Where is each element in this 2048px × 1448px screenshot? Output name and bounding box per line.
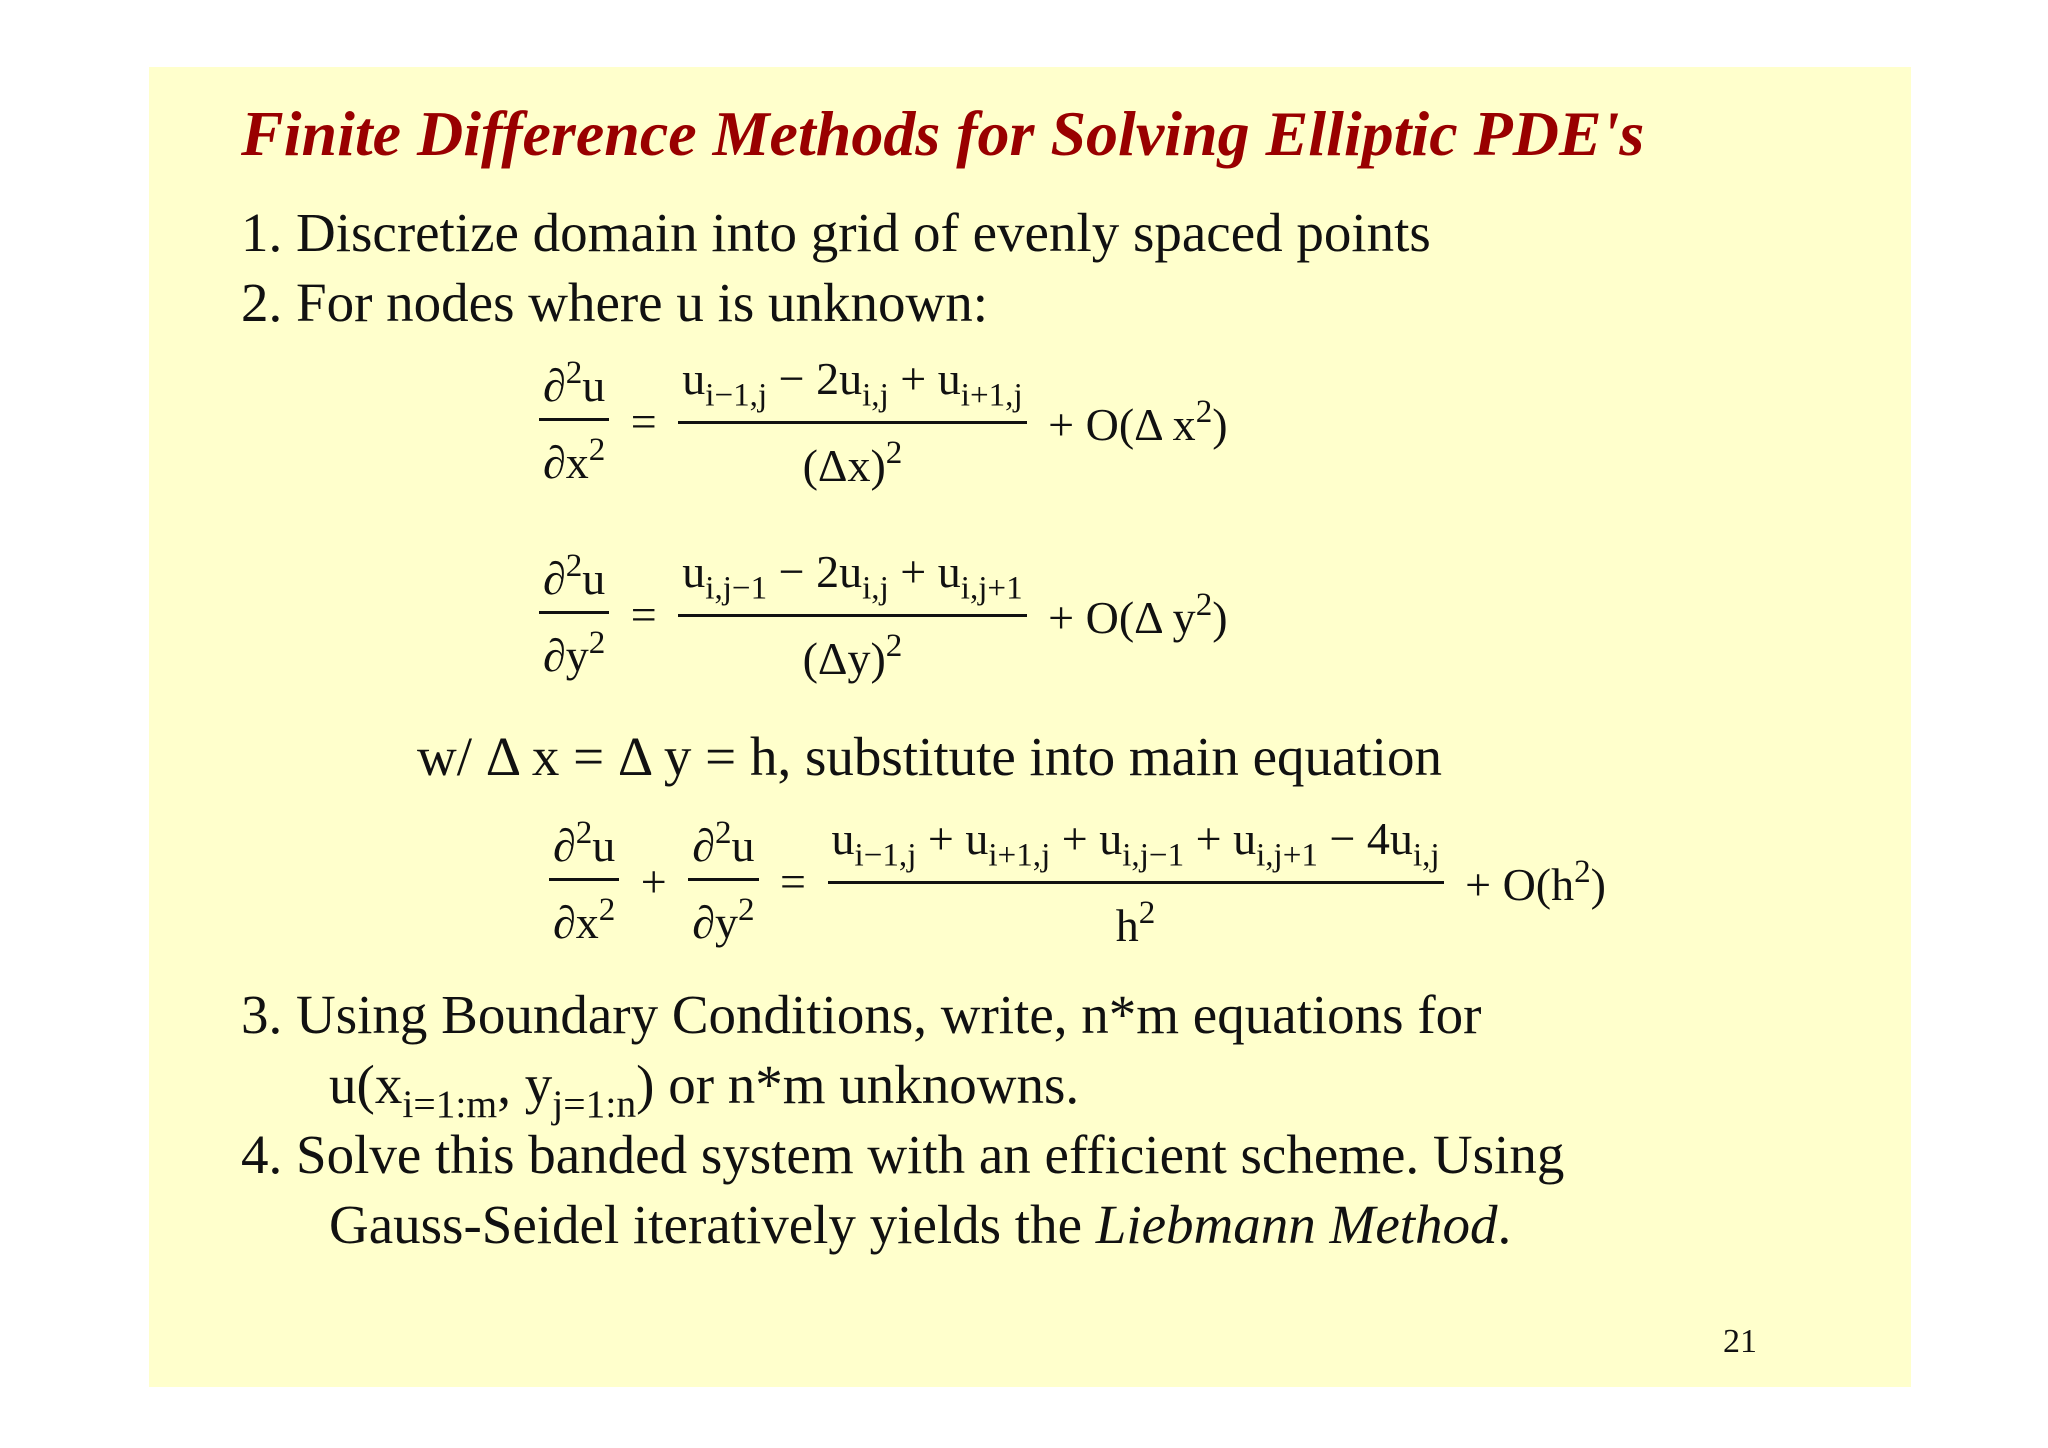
lhs-fraction-y: $\frac{\partial^2u}{\partial y^2}$	[688, 814, 758, 949]
step-3-line-1: 3. Using Boundary Conditions, write, n*m equations for	[241, 984, 1482, 1045]
slide	[149, 67, 1911, 1387]
equation-laplacian: $\frac{\partial^2u}{\partial x^2}$ + $\frac{\partial^2u}{\partial y^2}$ = $\frac{u_{i-1,j} + u_{i+1,j} + u_{i,j-1} + u_{i,j+1} - 4u_{i,j}}{h^2}$ + $O(h^2)$	[549, 812, 1616, 952]
step-1: 1. Discretize domain into grid of evenly spaced points	[241, 202, 1431, 263]
substitution-text: w/ Δ x = Δ y = h, substitute into main equation	[417, 726, 1442, 787]
lhs-fraction-x: $\frac{\partial^2u}{\partial x^2}$	[549, 814, 619, 949]
liebmann-method-text: Liebmann Method	[1095, 1194, 1498, 1255]
step-2: 2. For nodes where u is unknown:	[241, 272, 989, 333]
slide-title: Finite Difference Methods for Solving Elliptic PDE's	[241, 98, 1645, 169]
step-3-line-2: $u(x_{i=1:m}$, $y_{j=1:n}$) or n*m unknowns.	[329, 1054, 1080, 1126]
step-4-line-2: Gauss-Seidel iteratively yields the Liebmann Method.	[329, 1194, 1512, 1255]
lhs-fraction: $\frac{\partial^2u}{\partial y^2}$	[539, 547, 609, 682]
rhs-fraction: $\frac{u_{i,j-1} - 2u_{i,j} + u_{i,j+1}}{(\Delta y)^2}$	[678, 545, 1026, 685]
rhs-fraction: $\frac{u_{i-1,j} - 2u_{i,j} + u_{i+1,j}}{(\Delta x)^2}$	[678, 352, 1026, 492]
equation-d2u-dy2: $\frac{\partial^2u}{\partial y^2}$ = $\frac{u_{i,j-1} - 2u_{i,j} + u_{i,j+1}}{(\Delta y)^2}$ + O(Δ $y^2$)	[539, 545, 1238, 685]
lhs-fraction: $\frac{\partial^2u}{\partial x^2}$	[539, 354, 609, 489]
equation-d2u-dx2: $\frac{\partial^2u}{\partial x^2}$ = $\frac{u_{i-1,j} - 2u_{i,j} + u_{i+1,j}}{(\Delta x)^2}$ + O(Δ $x^2$)	[539, 352, 1238, 492]
rhs-fraction: $\frac{u_{i-1,j} + u_{i+1,j} + u_{i,j-1} + u_{i,j+1} - 4u_{i,j}}{h^2}$	[828, 812, 1444, 952]
page-number: 21	[1723, 1323, 1757, 1360]
step-4-line-1: 4. Solve this banded system with an efficient scheme. Using	[241, 1124, 1565, 1185]
